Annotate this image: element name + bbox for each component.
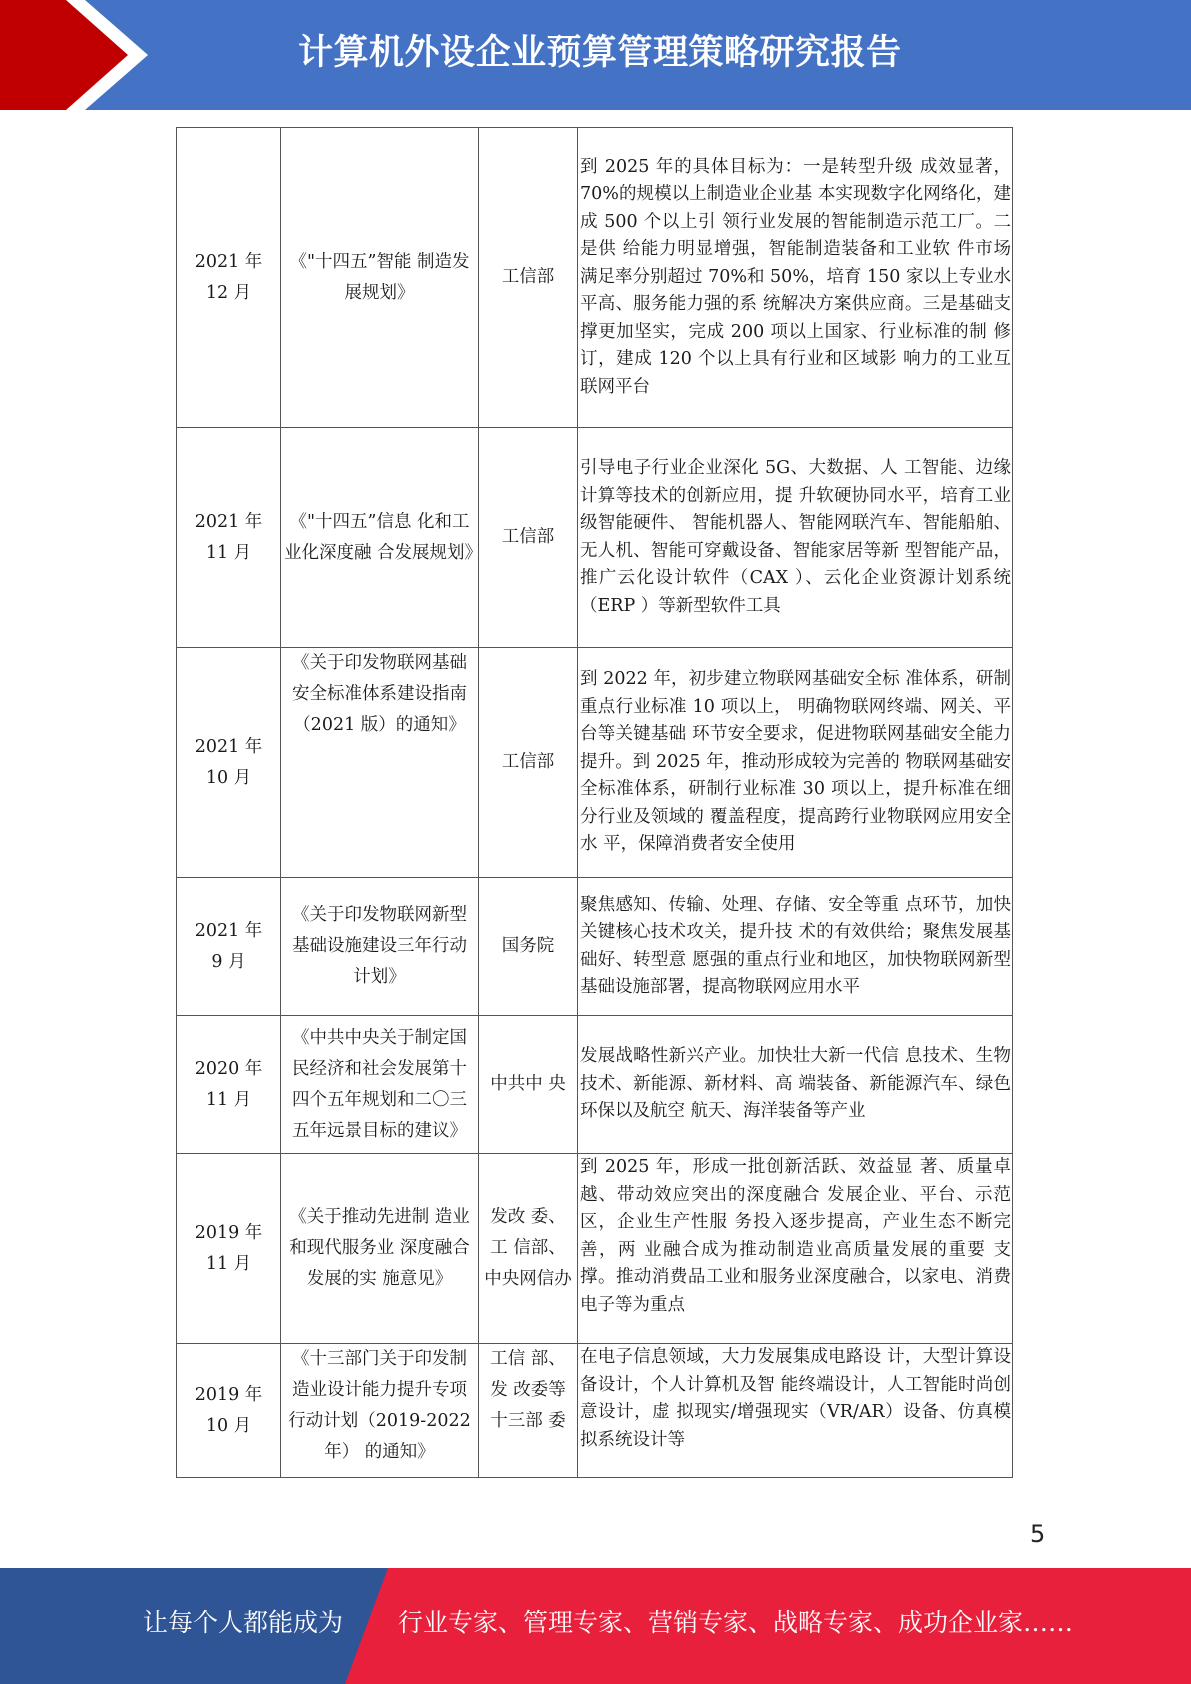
date-year: 2021 年: [194, 251, 263, 272]
policy-cell: 《关于印发物联网新型基础设施建设三年行动计划》: [281, 878, 479, 1016]
date-month: 11 月: [205, 1253, 252, 1274]
department-cell: 中共中 央: [479, 1016, 578, 1154]
date-month: 9 月: [211, 951, 246, 972]
department-cell: 国务院: [479, 878, 578, 1016]
date-cell: [177, 1154, 281, 1344]
table-row: [177, 1016, 1013, 1154]
date-month: 12 月: [205, 282, 252, 303]
date-year: 2021 年: [194, 511, 263, 532]
footer-banner: [0, 1568, 1191, 1684]
table-row: [177, 1344, 1013, 1478]
date-month: 11 月: [205, 1089, 252, 1110]
date-cell: [177, 1016, 281, 1154]
date-year: 2020 年: [194, 1058, 263, 1079]
policy-cell: 《关于推动先进制 造业和现代服务业 深度融合发展的实 施意见》: [281, 1154, 479, 1344]
date-cell: [177, 128, 281, 428]
table-row: [177, 878, 1013, 1016]
department-cell: 工信部: [479, 428, 578, 648]
content-cell: 到 2022 年，初步建立物联网基础安全标 准体系，研制重点行业标准 10 项以上， 明确物联网终端、网关、平台等关键基础 环节安全要求，促进物联网基础安全能力提升。到 2025 年，推动形成较为完善的 物联网基础安全标准体系，研制行业标准 30 项以上，提升标准在细分行业及领域的 覆盖程度，提高跨行业物联网应用安全水 平，保障消费者安全使用: [578, 648, 1013, 878]
footer-slogan-right: 行业专家、管理专家、营销专家、战略专家、成功企业家……: [398, 1608, 1074, 1637]
date-year: 2021 年: [194, 920, 263, 941]
table-row: [177, 1154, 1013, 1344]
content-cell: 发展战略性新兴产业。加快壮大新一代信 息技术、生物技术、新能源、新材料、高 端装备、新能源汽车、绿色环保以及航空 航天、海洋装备等产业: [578, 1016, 1013, 1154]
date-cell: [177, 878, 281, 1016]
header-arrow-decoration: [0, 0, 160, 110]
date-year: 2019 年: [194, 1222, 263, 1243]
report-title: 计算机外设企业预算管理策略研究报告: [298, 33, 902, 73]
department-cell: 工信部: [479, 648, 578, 878]
department-cell: 发改 委、工 信部、中央网信办: [479, 1154, 578, 1344]
policy-cell: 《十三部门关于印发制造业设计能力提升专项行动计划（2019-2022 年） 的通知》: [281, 1344, 479, 1478]
date-cell: [177, 1344, 281, 1478]
department-cell: 工信部: [479, 128, 578, 428]
policy-cell: 《关于印发物联网基础安全标准体系建设指南（2021 版）的通知》: [281, 648, 479, 878]
policy-cell: 《"十四五”信息 化和工业化深度融 合发展规划》: [281, 428, 479, 648]
content-cell: 到 2025 年的具体目标为：一是转型升级 成效显著，70%的规模以上制造业企业基 本实现数字化网络化，建成 500 个以上引 领行业发展的智能制造示范工厂。二是供 给能力明显增强，智能制造装备和工业软 件市场满足率分别超过 70%和 50%，培育 150 家以上专业水平高、服务能力强的系 统解决方案供应商。三是基础支撑更加坚实，完成 200 项以上国家、行业标准的制 修订，建成 120 个以上具有行业和区域影 响力的工业互联网平台: [578, 128, 1013, 428]
content-cell: 引导电子行业企业深化 5G、大数据、人 工智能、边缘计算等技术的创新应用，提 升软硬协同水平，培育工业级智能硬件、 智能机器人、智能网联汽车、智能船舶、 无人机、智能可穿戴设备、智能家居等新 型智能产品，推广云化设计软件（CAX ）、云化企业资源计划系统 （ERP ）等新型软件工具: [578, 428, 1013, 648]
footer-slogan-left: 让每个人都能成为: [143, 1608, 344, 1637]
date-year: 2021 年: [194, 736, 263, 757]
date-year: 2019 年: [194, 1384, 263, 1405]
date-month: 10 月: [205, 1415, 252, 1436]
page-header: [0, 0, 1191, 110]
date-month: 11 月: [205, 542, 252, 563]
content-cell: 在电子信息领域，大力发展集成电路设 计，大型计算设备设计，个人计算机及智 能终端设计，人工智能时尚创意设计，虚 拟现实/增强现实（VR/AR）设备、仿真模 拟系统设计等: [578, 1344, 1013, 1478]
table-row: [177, 648, 1013, 878]
policy-cell: 《"十四五”智能 制造发展规划》: [281, 128, 479, 428]
date-month: 10 月: [205, 767, 252, 788]
table-row: [177, 428, 1013, 648]
page-number: 5: [1030, 1520, 1046, 1548]
date-cell: [177, 428, 281, 648]
department-cell: 工信 部、发 改委等十三部 委: [479, 1344, 578, 1478]
policy-table: [176, 127, 1013, 1478]
content-cell: 聚焦感知、传输、处理、存储、安全等重 点环节，加快关键核心技术攻关，提升技 术的有效供给；聚焦发展基础好、转型意 愿强的重点行业和地区，加快物联网新型 基础设施部署，提高物联网应用水平: [578, 878, 1013, 1016]
policy-cell: 《中共中央关于制定国民经济和社会发展第十四个五年规划和二〇三五年远景目标的建议》: [281, 1016, 479, 1154]
table-row: [177, 128, 1013, 428]
content-cell: 到 2025 年，形成一批创新活跃、效益显 著、质量卓越、带动效应突出的深度融合 发展企业、平台、示范区，企业生产性服 务投入逐步提高，产业生态不断完善，两 业融合成为推动制造业高质量发展的重要 支撑。推动消费品工业和服务业深度融合，以家电、消费电子等为重点: [578, 1154, 1013, 1344]
date-cell: [177, 648, 281, 878]
